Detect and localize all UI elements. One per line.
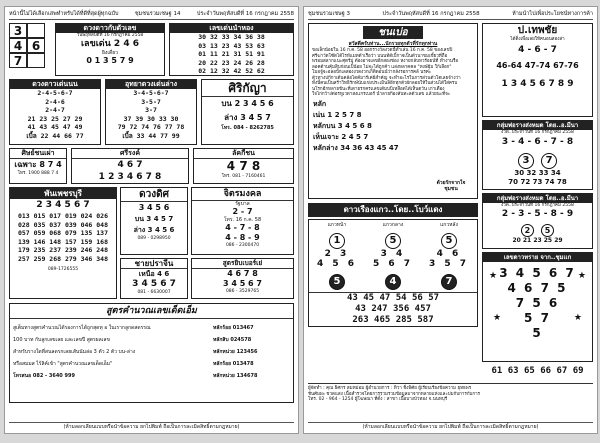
- phet-row: 257 259 268 279 346 348: [17, 254, 108, 263]
- suan-top: 4 6 7 8: [227, 269, 258, 278]
- grid-cell: 3: [9, 23, 27, 38]
- pthep-title: ป.เทพชัย: [517, 25, 558, 36]
- star-row: 7 5 6: [515, 296, 560, 310]
- duangdit-row: 3 4 5 6: [138, 203, 170, 212]
- grid-cell: 4: [9, 38, 27, 53]
- left-header-title: ชุมชนรวมเชษฐ 14: [134, 11, 181, 17]
- pthep-pairs: 46-64 47-74 67-76: [496, 60, 579, 70]
- banner: ดาวเรืองแกว..โดย..โบว์แดง: [308, 203, 478, 217]
- grid-cell: [27, 23, 45, 38]
- phet-row: 179 235 237 239 246 248: [17, 246, 108, 254]
- intro-line: ลอคด้านคุ้มสิบก่อนเป็น้อย ไม่จะได้ถูกค้า แล่งหลาคคล "หงษ์ยุ้ม ใก้เลือก": [312, 64, 452, 70]
- duangdit-row: ล่าง 3 4 5 6: [133, 226, 175, 234]
- sitnion-digits: เฉพาะ 8 7 4: [14, 160, 62, 169]
- pthep-digits: 1 3 4 5 6 7 8 9: [501, 78, 574, 89]
- ark2-row: 20 21 23 25 29: [512, 236, 563, 244]
- lekpa-row: 02 12 32 42 52 62: [198, 67, 265, 75]
- spacer: [308, 331, 478, 351]
- intro-line: นโรกอีกหลายข้นะที่เดายรกครเเลขเด้มบบิเหลือดได้เห็นตวัน เก่าเตือง: [312, 86, 445, 92]
- duang-label: ยิงเดี่ยว: [101, 49, 119, 56]
- phet-row: 013 015 017 019 024 026: [17, 212, 108, 220]
- intro-line: โมอจู้จะอลอปั้กเลสองงวดงวกเก็ดิดอนน์ว่ากลังรอการคล์ นรค่ะ: [312, 70, 432, 75]
- intro-line: ขอเล็กน้อยใน 16 ก.ค. 58 ออกรางวัลงวดนี้ทำเล่น 16 ก.ค. 58 ของเลขปิ: [312, 48, 453, 53]
- duangdit-box: [120, 187, 188, 255]
- udom-table: [106, 89, 196, 140]
- tri-tag: 7: [441, 274, 457, 290]
- star-row: 5 7: [524, 311, 551, 325]
- intro-title: สวัสดีครับท่าน...นักรวยทุกตัวที่รักทุกท่าน: [348, 41, 438, 47]
- tri-label: แกวหน้า: [327, 222, 347, 228]
- phet-title: พันเพชรบุรี: [10, 188, 116, 199]
- hot-line: หลักล่าง 34 36 43 45 47: [313, 143, 399, 152]
- chiron-label: รัฐบาล: [235, 201, 250, 207]
- intro-line: ใจไก่กว้าง่ต่อรหูเวดาสงเเกรเบอร์ นำลายกีองสันทะลตัวเลข แล้วยนะที่จะ: [312, 92, 451, 97]
- duangdit-tel: 089 - 0298950: [137, 236, 171, 241]
- lekpa-row: 01 11 21 31 51 91: [198, 50, 265, 58]
- sutr-line: 100 บาท กับลูกเลขเลย และเลขปี สูตรผลเลข: [13, 337, 110, 343]
- star-icon: ★: [577, 271, 586, 281]
- intro-line: พรอมสลากแนะศุตร์มู่ ต้องอาจเลขอีกสองช่อง หงายกลับหวร์อยน์ที่ ทำงานรือ: [312, 59, 459, 64]
- chai-bottom: 3 4 5 6 7: [132, 279, 176, 289]
- ark2-date: งวด..ประจำวันที่ 16 กรกฎาคม 2558: [501, 203, 574, 208]
- hot-note: ด้วยรักจากใจ ชุมชน: [436, 180, 466, 192]
- tri-bot: 3 5 7: [428, 259, 470, 269]
- sri-box: [71, 148, 189, 184]
- sutr-pos: หลักร้อย 013467: [213, 325, 254, 331]
- phet-table: [10, 212, 116, 263]
- ark1-title: กลุ่มพ่อรางส่งหมด โดย..อ.มีนา: [483, 121, 592, 130]
- ark1-row: 70 72 73 74 78: [508, 177, 567, 186]
- siri-bottom: ล่าง 3 4 5 7: [224, 113, 271, 122]
- tri-ball: 1: [329, 233, 345, 249]
- siri-top: บน 2 3 4 5 6: [221, 99, 274, 108]
- tri-group: [423, 222, 475, 290]
- suan-tel: 086 - 3529765: [225, 289, 260, 294]
- left-header-note: หน้านี้ไม่ได้เลือกเสพทำหรับได้ที่ดีที่สุดผู้ทุกฉบับ: [9, 11, 119, 17]
- chai-box: [120, 258, 188, 299]
- udom-box: [105, 79, 197, 145]
- duangduan-row: 2-4-6: [45, 97, 65, 106]
- chiron-box: [191, 187, 294, 255]
- ark1-circle: 3: [518, 153, 534, 169]
- sutr-box: [9, 303, 294, 403]
- sri-top: 4 6 7: [117, 160, 143, 170]
- right-header-note: ห้ามนำไปเพื่อประโยชน์ทางการค้า: [512, 11, 593, 17]
- udom-row: 79 72 74 76 77 78: [117, 123, 185, 131]
- ark2-title: กลุ่มพ่อรางส่งหมด โดย..อ.มีนา: [483, 194, 592, 203]
- star-row: 4 6 7 5: [507, 281, 568, 295]
- intro-box: [308, 23, 478, 199]
- duangduan-row: 2-4-7: [45, 106, 65, 114]
- ark2-lead: 2 - 3 - 5 - 8 - 9: [501, 208, 574, 219]
- duangduan-row: 41 43 45 47 49: [27, 123, 83, 131]
- tri-row: 43 45 47 54 56 57: [346, 293, 440, 303]
- tri-row: 263 465 285 587: [352, 315, 434, 325]
- phet-box: [9, 187, 117, 299]
- tri-group: [311, 222, 363, 290]
- sutr-pos: หลักสิบ 024578: [213, 337, 252, 343]
- hot-line: เน่น 1 2 5 7 8: [313, 110, 362, 119]
- credits: [308, 383, 593, 403]
- grid-cell: 6: [27, 38, 45, 53]
- udom-row: 3-7: [145, 106, 157, 114]
- chai-tel: 081 - 6630007: [137, 290, 171, 295]
- suan-bottom: 3 4 5 6 7: [223, 279, 262, 288]
- tri-bot: 4 5 6: [316, 259, 358, 269]
- udom-row: 37 39 30 33 30: [123, 114, 179, 123]
- duang-box: [55, 23, 165, 76]
- lekpa-title: เลขเด่นนำหอง: [170, 24, 293, 33]
- duangduan-row: 21 23 25 27 29: [27, 114, 83, 123]
- sutr-pos: หลักหน่วย 123456: [213, 349, 258, 355]
- phet-head: 2 3 4 5 6 7: [36, 200, 90, 210]
- tri-group: [367, 222, 419, 290]
- star-row: 5: [532, 326, 543, 340]
- duangduan-row: เบิ้ล 22 44 66 77: [26, 131, 84, 140]
- phet-row: 028 035 037 039 046 048: [17, 220, 108, 229]
- tri-label: แกวกลาง: [382, 222, 404, 228]
- duangdit-title: ดวงดิศ: [121, 188, 187, 202]
- tri-ball: 5: [385, 233, 401, 249]
- star-icon: ★: [573, 313, 582, 323]
- tri-row: 43 247 356 457: [355, 304, 431, 314]
- tri-box: [308, 219, 478, 327]
- chiron-a: 2 - 7: [232, 207, 253, 216]
- credit-line: ผู้จัดทำ : คุณ ธิศกร สมหม่อม ผู้อำนวยการ : ทิวา ชิ่งพิศัย ผู้เรียบเรียงข้อความ ยุทธพร: [308, 386, 472, 391]
- pthep-lead: 4 - 6 - 7: [518, 44, 557, 55]
- right-header: [308, 9, 593, 20]
- siri-tel: โทร. 084 - 8262785: [221, 125, 274, 131]
- left-header: [9, 9, 294, 20]
- duang-lead: เลขเด่น 2 4 6: [80, 38, 139, 49]
- ark2-box: [482, 193, 593, 249]
- sitnion-box: [9, 148, 67, 184]
- lucky-tel: โทร. 081 - 7160461: [221, 174, 266, 179]
- grid-cell: [27, 53, 45, 68]
- chiron-b: 4 - 7 - 8: [225, 223, 260, 232]
- lucky-box: [193, 148, 294, 184]
- sutr-tel: โทรสนอ 082 - 3640 999: [13, 373, 75, 379]
- intro-line: ศรีฆ่าวัดโซ๊ดได้ไรห์แมทด้าเรือว่า บนนท์ด์เบิ้กาจเป็นตัวนาขมเขี้ยวที่ถือ: [312, 53, 448, 59]
- pthep-sub: ได้ดิ่งเพื่อเลยให้คนอนสองล่า: [510, 37, 565, 42]
- tri-tag: 5: [329, 274, 345, 290]
- ark2-circle: 5: [541, 224, 554, 237]
- duangdit-row: บน 3 4 5 7: [134, 215, 174, 223]
- chai-title: ชายปราจีน: [121, 259, 187, 269]
- hot-line: เห็นเจาะ 2 4 5 7: [313, 132, 369, 141]
- credit-line: ชันศัมผะ ชวดแสง เนื้อสำรวจโดยการรวมรวมข้อมูลมาจากหลายแห่งและบ่มกับการกับการ: [308, 391, 481, 397]
- chiron-title: จิตรมงคล: [192, 188, 293, 201]
- ark1-row: 30 32 33 34: [514, 168, 561, 177]
- sutr-line: หรือสมมส ไร้ลิค์เข้า "สูตรคำนวณเลขเด็ดเอ็ม": [13, 361, 113, 367]
- chiron-c: 4 - 8 - 9: [225, 233, 260, 242]
- star-icon: ★: [489, 271, 498, 281]
- hot-line: หลัก: [313, 99, 327, 108]
- lekpa-box: [169, 23, 294, 76]
- intro-line: ตัวทางปกีกาเด้นคล้อไดค์มาร์เค่ย์สำคัญ จะทำอะไรในการส่วนตัวโตเลยจ้างว่า: [312, 75, 461, 81]
- tri-mid: 3 4: [380, 249, 406, 259]
- duangduan-box: [9, 79, 101, 145]
- duang-title: ดวงดาวกับตัวเลข: [56, 24, 164, 33]
- tri-ball: 5: [441, 233, 457, 249]
- grid-cell: 7: [9, 53, 27, 68]
- lekpa-row: 03 13 23 43 53 63: [198, 41, 265, 50]
- suan-box: [191, 258, 294, 299]
- right-header-date: ประจำวันพฤหัสบดีที่ 16 กรกฎาคม 2558: [382, 11, 480, 17]
- tri-mid: 2 3: [324, 249, 350, 259]
- credit-line: โทร. 02 - 964 - 1254 ผู้โฆษณา ที่ตั้ง : สาขา เนื้อบางบัวทอง จ.นนทบุรี: [308, 397, 448, 402]
- left-footer: (ห้ามลอกเลียนแบบหรือนำข้อความ ยกไปพิมพ์ ถือเป็นการละเมิดสิทธิ์ตามกฎหมาย): [9, 422, 294, 431]
- left-page: [4, 6, 299, 434]
- intro-line: ทั้งนี้คนเป็นสร้าวิทธิรักษ์นับแข่งประเมินลิอีกทุกตัวผักลอยให้ในส่วนได้ใส่ครบ: [312, 81, 458, 86]
- tri-bot: 5 6 7: [372, 259, 414, 269]
- lekpa-row: 30 32 33 34 36 38: [198, 33, 265, 41]
- phet-tel: 089-1726555: [47, 267, 79, 272]
- sri-bottom: 1 2 3 4 6 7 8: [98, 172, 162, 182]
- phet-row: 139 146 148 157 159 168: [17, 237, 108, 246]
- right-page: [303, 6, 598, 434]
- udom-row: 3-5-7: [141, 97, 161, 106]
- right-footer: (ห้ามลอกเลียนแบบหรือนำข้อความ ยกไปพิมพ์ ถือเป็นการละเมิดสิทธิ์ตามกฎหมาย): [308, 422, 593, 431]
- sutr-line: สูเต็มทางสูตรคำนวณได้รองการได้ถูกสุดทุ อ ในเรากลูกดสดรรณ: [13, 325, 151, 331]
- left-header-date: ประจำวันพฤหัสบดีที่ 16 กรกฎาคม 2558: [196, 11, 294, 17]
- hot-line: หลักบน 3 4 5 6 8: [313, 121, 372, 130]
- lekpa-table: [170, 33, 293, 76]
- sutr-title: สูตรคำนวณเลขเด็ดเอ็ม: [10, 304, 293, 319]
- sutr-line: สำหรับรางใดที่สนลดรกเลยเสันนัมล่อ 3 ตัว 2 ตัว บน-ล่าง: [13, 349, 136, 355]
- lekpa-row: 20 22 23 24 26 28: [198, 58, 265, 67]
- star-bottom: 61 63 65 66 67 69: [491, 366, 584, 376]
- udom-row: 3-4-5-6-7: [133, 89, 169, 97]
- duangduan-row: 2-4-5-6-7: [37, 89, 73, 97]
- duangduan-table: [10, 89, 100, 140]
- star-box: [482, 252, 593, 362]
- duang-digits: 0 1 3 5 7 9: [86, 55, 134, 65]
- logo: ชนเบ่อ: [363, 26, 423, 39]
- sutr-pos: หลักร้อย 013478: [213, 361, 254, 367]
- sitnion-title: ศิษย์ชนเผ่า: [10, 149, 66, 159]
- tri-mid: 4 6: [436, 249, 462, 259]
- duangduan-title: ดวงดาวเด่นนน: [10, 80, 100, 89]
- right-header-title: ชุมชนรวมเชษฐ 3: [308, 11, 351, 17]
- chai-top: เหนือ 4 6: [138, 270, 170, 278]
- ark2-circle: 2: [521, 224, 534, 237]
- lucky-title: ลัคกี้ชน: [194, 149, 293, 159]
- siri-title: ศิริกัญา: [202, 80, 293, 97]
- chiron-date: โทร. 16 ก.ค. 58: [223, 217, 262, 223]
- ark1-date: งวด..ประจำวันที่ 16 กรกฎาคม 2558: [501, 130, 574, 135]
- ark1-lead: 3 - 4 - 6 - 7 - 8: [501, 136, 574, 147]
- tri-tag: 4: [385, 274, 401, 290]
- duang-date: วันพฤหัสบดีที่ 16 กรกฎาคม 2558: [76, 33, 144, 38]
- udom-title: อุทยาดวงเด่นล่าง: [106, 80, 196, 89]
- pthep-box: [482, 23, 593, 117]
- suan-title: สูตรยิบเบอร์เย่: [192, 259, 293, 269]
- lucky-digits: 4 7 8: [226, 159, 261, 173]
- tri-label: แกวหลัง: [440, 222, 458, 228]
- sri-title: ศรีรงค์: [72, 149, 188, 159]
- ark1-box: [482, 120, 593, 190]
- sitnion-tel: โทร. 1900 888 7 4: [17, 171, 59, 176]
- ark1-circle: 7: [541, 153, 557, 169]
- star-icon: ★: [493, 313, 502, 323]
- star-row: 3 4 5 6 7: [499, 266, 576, 280]
- phet-row: 057 059 068 079 135 137: [17, 229, 108, 237]
- udom-row: เบิ้ล 33 44 77 99: [122, 131, 180, 140]
- number-grid: [9, 23, 51, 76]
- sutr-pos: หลักหน่วย 134678: [213, 373, 258, 379]
- siri-box: [201, 79, 294, 145]
- chiron-tel: 086 - 2300470: [225, 243, 260, 248]
- star-title: เลขดาวทราย จาก..ชุมเเก: [483, 253, 592, 262]
